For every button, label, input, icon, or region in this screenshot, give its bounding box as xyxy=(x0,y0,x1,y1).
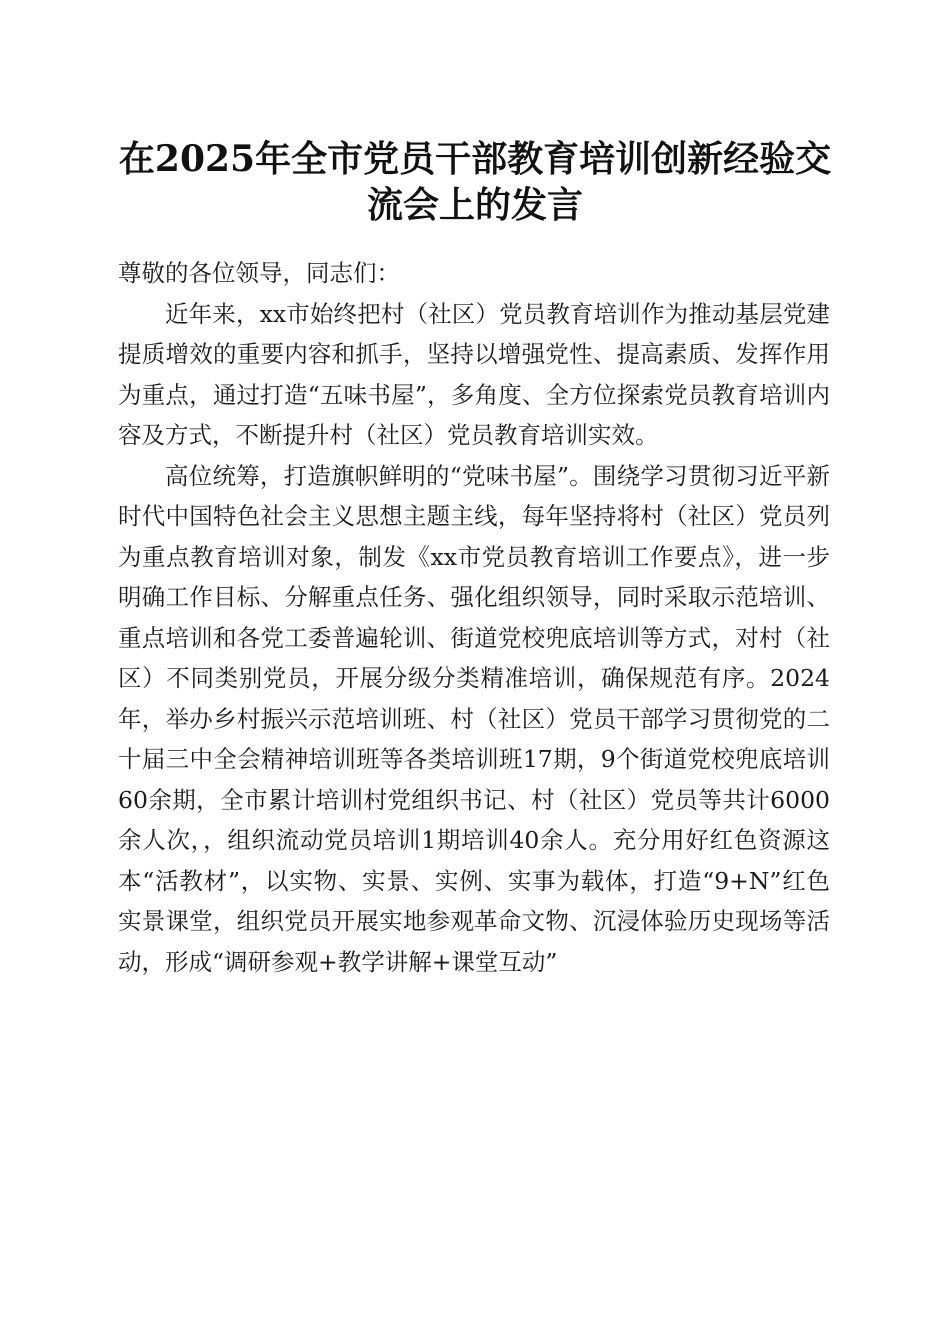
document-title: 在2025年全市党员干部教育培训创新经验交流会上的发言 xyxy=(118,138,832,226)
paragraph-party-study: 高位统筹，打造旗帜鲜明的“党味书屋”。围绕学习贯彻习近平新时代中国特色社会主义思想主题主线，每年坚持将村（社区）党员列为重点教育培训对象，制发《xx市党员教育培训工作要点》，进一步明确工作目标、分解重点任务、强化组织领导，同时采取示范培训、重点培训和各党工委普遍轮训、街道党校兜底培训等方式，对村（社区）不同类别党员，开展分级分类精准培训，确保规范有序。2024年，举办乡村振兴示范培训班、村（社区）党员干部学习贯彻党的二十届三中全会精神培训班等各类培训班17期，9个街道党校兜底培训60余期，全市累计培训村党组织书记、村（社区）党员等共计6000余人次，，组织流动党员培训1期培训40余人。充分用好红色资源这本“活教材”，以实物、实景、实例、实事为载体，打造“9+N”红色实景课堂，组织党员开展实地参观革命文物、沉浸体验历史现场等活动，形成“调研参观+教学讲解+课堂互动” xyxy=(118,461,830,976)
document-body xyxy=(118,253,830,982)
paragraph-intro: 近年来，xx市始终把村（社区）党员教育培训作为推动基层党建提质增效的重要内容和抓手，坚持以增强党性、提高素质、发挥作用为重点，通过打造“五味书屋”，多角度、全方位探索党员教育培训内容及方式，不断提升村（社区）党员教育培训实效。 xyxy=(118,299,830,449)
salutation: 尊敬的各位领导，同志们： xyxy=(118,259,400,287)
